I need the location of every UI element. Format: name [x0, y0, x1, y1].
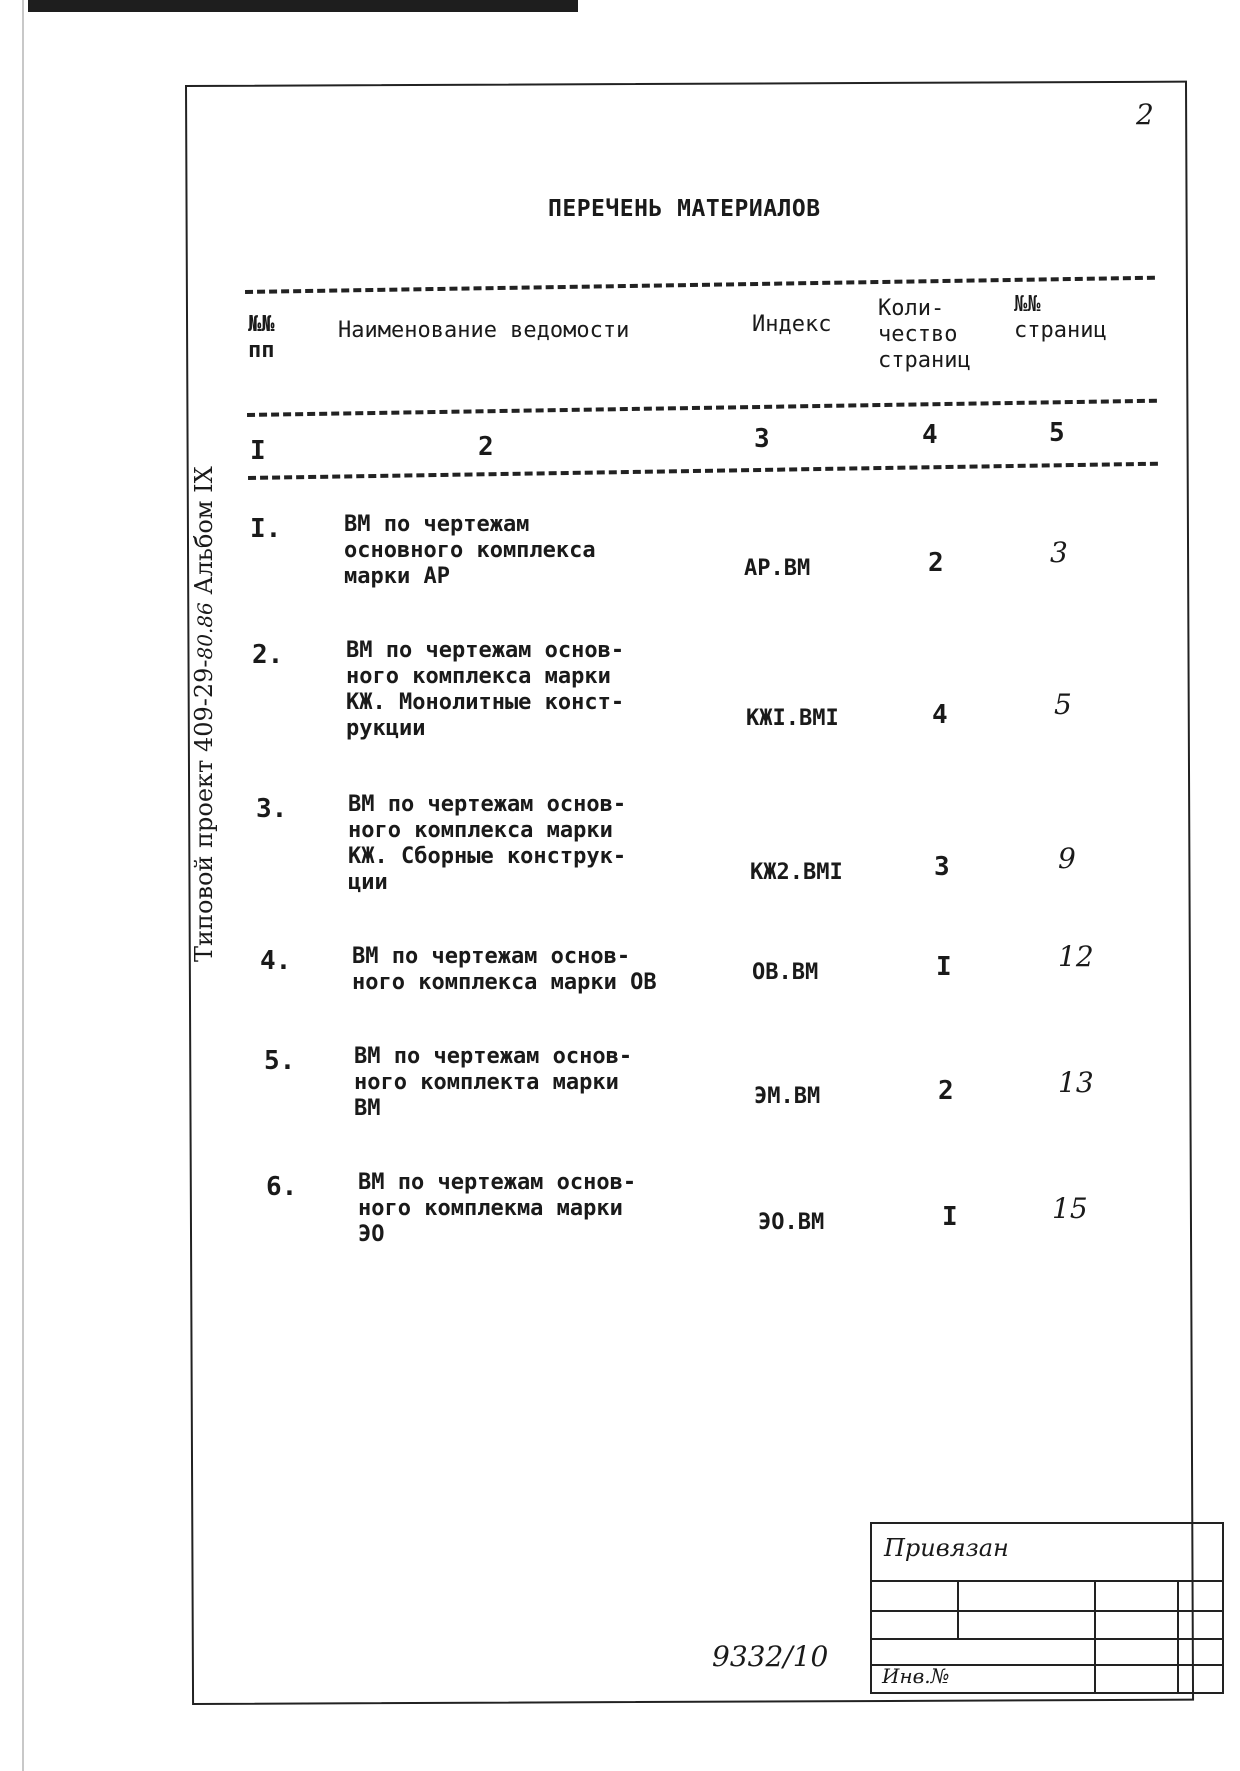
header-statement-name: Наименование ведомости: [338, 318, 630, 343]
row-2-index: КЖI.ВМI: [746, 706, 839, 731]
column-number-5: 5: [1049, 418, 1065, 448]
binding-stamp: [870, 1522, 1224, 1694]
row-4-page: 12: [1058, 940, 1094, 973]
row-3-page: 9: [1058, 842, 1076, 875]
stamp-rule: [872, 1610, 1222, 1612]
row-4-index: ОВ.ВМ: [752, 960, 819, 985]
column-number-4: 4: [922, 420, 938, 450]
row-5-name: ВМ по чертежам основ- ного комплекта марки ВМ: [354, 1044, 633, 1121]
column-number-2: 2: [478, 432, 494, 462]
row-6-name: ВМ по чертежам основ- ного комплекма марки ЭО: [358, 1170, 637, 1247]
row-6-index: ЭО.ВМ: [758, 1210, 825, 1235]
header-page-numbers: №№ страниц: [1014, 292, 1107, 343]
stamp-label: Привязан: [884, 1534, 1009, 1562]
row-1-count: 2: [928, 548, 944, 578]
row-3-number: 3.: [256, 794, 288, 824]
row-3-count: 3: [934, 852, 950, 882]
row-2-count: 4: [932, 700, 948, 730]
stamp-divider: [1094, 1580, 1096, 1692]
page-number: 2: [1136, 98, 1154, 131]
row-1-page: 3: [1050, 536, 1068, 569]
row-4-name: ВМ по чертежам основ- ного комплекса марки ОВ: [352, 944, 657, 995]
row-2-page: 5: [1054, 688, 1072, 721]
row-6-number: 6.: [266, 1172, 298, 1202]
row-5-number: 5.: [264, 1046, 296, 1076]
row-6-count: I: [942, 1202, 958, 1232]
side-caption: [190, 362, 230, 962]
inventory-label: Инв.№: [882, 1664, 950, 1688]
document-title: ПЕРЕЧЕНЬ МАТЕРИАЛОВ: [548, 196, 821, 222]
stamp-rule: [872, 1638, 1222, 1640]
header-row-number: №№ пп: [248, 312, 275, 363]
row-2-number: 2.: [252, 640, 284, 670]
column-number-3: 3: [754, 424, 770, 454]
scan-edge: [28, 0, 578, 12]
row-2-name: ВМ по чертежам основ- ного комплекса марки КЖ. Монолитные конст- рукции: [346, 638, 625, 741]
header-index: Индекс: [752, 312, 832, 337]
header-page-count: Коли- чество страниц: [878, 296, 971, 373]
archive-number: 9332/10: [712, 1640, 829, 1673]
row-3-index: КЖ2.ВМI: [750, 860, 843, 885]
row-3-name: ВМ по чертежам основ- ного комплекса марки КЖ. Сборные конструк- ции: [348, 792, 627, 895]
side-caption-album: Альбом IX: [190, 466, 218, 595]
side-caption-text: Типовой проект 409-29-: [190, 659, 218, 962]
row-4-count: I: [936, 952, 952, 982]
row-5-index: ЭМ.ВМ: [754, 1084, 821, 1109]
row-4-number: 4.: [260, 946, 292, 976]
row-5-count: 2: [938, 1076, 954, 1106]
scan-fold-line: [22, 0, 24, 1771]
stamp-rule: [872, 1580, 1222, 1582]
row-1-index: АР.ВМ: [744, 556, 811, 581]
column-number-1: I: [250, 436, 266, 466]
row-1-number: I.: [250, 514, 282, 544]
stamp-divider: [1177, 1580, 1179, 1692]
stamp-divider: [957, 1580, 959, 1638]
row-5-page: 13: [1058, 1066, 1094, 1099]
row-6-page: 15: [1052, 1192, 1088, 1225]
row-1-name: ВМ по чертежам основного комплекса марки АР: [344, 512, 596, 589]
side-caption-handwritten: 80.86: [193, 602, 217, 660]
